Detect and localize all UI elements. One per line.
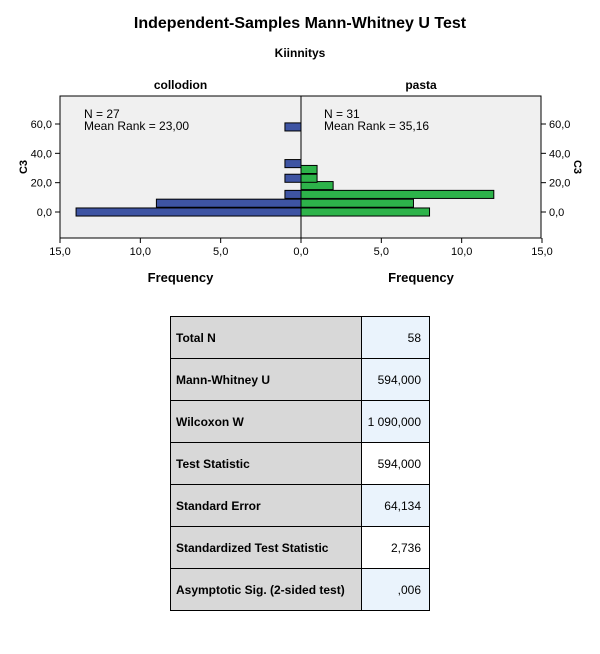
bar-collodion-3 bbox=[285, 174, 301, 182]
bar-collodion-2 bbox=[285, 190, 301, 198]
stats-row bbox=[171, 359, 430, 401]
bar-pasta-4 bbox=[301, 174, 317, 182]
y-axis-label-right: C3 bbox=[571, 159, 583, 175]
group-mean-rank-collodion: Mean Rank = 23,00 bbox=[84, 119, 190, 133]
group-n-pasta: N = 31 bbox=[324, 107, 360, 121]
stats-row bbox=[171, 443, 430, 485]
bar-collodion-1 bbox=[156, 199, 301, 207]
y-tick-label-left: 20,0 bbox=[30, 177, 52, 190]
x-axis-label-collodion: Frequency bbox=[147, 270, 214, 285]
stats-label: Standard Error bbox=[171, 485, 362, 527]
stats-value: 1 090,000 bbox=[362, 401, 430, 443]
stats-table bbox=[170, 316, 430, 611]
x-tick-label: 15,0 bbox=[49, 246, 71, 258]
group-header-collodion: collodion bbox=[153, 78, 208, 92]
group-n-collodion: N = 27 bbox=[84, 107, 120, 121]
y-axis-label-left: C3 bbox=[18, 159, 30, 175]
bar-pasta-0 bbox=[301, 208, 430, 216]
chart-subtitle: Kiinnitys bbox=[274, 46, 326, 60]
histogram-chart bbox=[0, 0, 600, 300]
bar-pasta-5 bbox=[301, 165, 317, 173]
bar-pasta-1 bbox=[301, 199, 413, 207]
bar-pasta-2 bbox=[301, 190, 494, 198]
y-tick-label-right: 40,0 bbox=[549, 148, 571, 161]
x-tick-label: 15,0 bbox=[531, 246, 553, 258]
stats-row bbox=[171, 527, 430, 569]
y-tick-label-right: 60,0 bbox=[549, 119, 571, 131]
y-tick-label-left: 0,0 bbox=[36, 207, 52, 219]
stats-row bbox=[171, 401, 430, 443]
group-mean-rank-pasta: Mean Rank = 35,16 bbox=[324, 119, 430, 133]
x-tick-label: 5,0 bbox=[213, 246, 229, 258]
stats-value: 58 bbox=[362, 317, 430, 359]
bar-collodion-0 bbox=[76, 208, 301, 216]
x-axis-label-pasta: Frequency bbox=[388, 270, 454, 285]
group-header-pasta: pasta bbox=[405, 78, 437, 92]
x-tick-label: 10,0 bbox=[450, 246, 473, 258]
stats-label: Mann-Whitney U bbox=[171, 359, 362, 401]
stats-value: 594,000 bbox=[362, 443, 430, 485]
x-tick-label: 10,0 bbox=[129, 246, 152, 258]
stats-value: 2,736 bbox=[362, 527, 430, 569]
stats-row bbox=[171, 317, 430, 359]
y-tick-label-left: 40,0 bbox=[30, 148, 52, 161]
chart-title: Independent-Samples Mann-Whitney U Test bbox=[133, 15, 467, 32]
stats-value: 64,134 bbox=[362, 485, 430, 527]
y-tick-label-right: 20,0 bbox=[549, 177, 571, 190]
stats-label: Total N bbox=[171, 317, 362, 359]
x-tick-label: 0,0 bbox=[293, 246, 309, 258]
bar-collodion-4 bbox=[285, 160, 301, 168]
stats-value: 594,000 bbox=[362, 359, 430, 401]
stats-row bbox=[171, 569, 430, 611]
x-tick-label: 5,0 bbox=[373, 246, 389, 258]
stats-value: ,006 bbox=[362, 569, 430, 611]
y-tick-label-right: 0,0 bbox=[549, 207, 565, 219]
bar-collodion-5 bbox=[285, 123, 301, 131]
stats-row bbox=[171, 485, 430, 527]
stats-label: Test Statistic bbox=[171, 443, 362, 485]
stats-label: Wilcoxon W bbox=[171, 401, 362, 443]
y-tick-label-left: 60,0 bbox=[30, 119, 52, 131]
stats-label: Asymptotic Sig. (2-sided test) bbox=[171, 569, 362, 611]
stats-label: Standardized Test Statistic bbox=[171, 527, 362, 569]
